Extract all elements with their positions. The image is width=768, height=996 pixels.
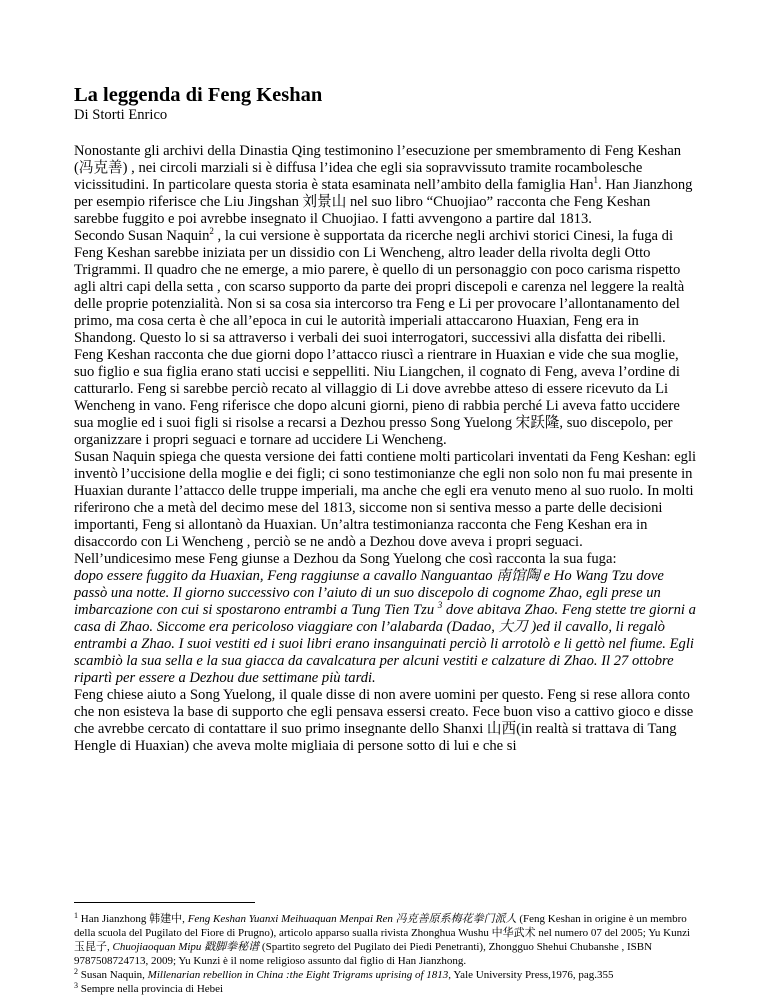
paragraph-text: dove abitava Zhao. Feng stette tre giorni a casa di Zhao. Siccome era pericoloso viaggiare con l’alabarda (Dadao, 大刀 )ed il cavallo, li regalò entrambi a Zhao. I suoi vestiti ed i suoi libri erano insanguinati perciò li arrotolò e li gettò nel fiume. Egli scambiò la sua sella e la sua giacca da cavalcatura per alcuni vestiti e calzature di Zhao. Il 27 ottobre ripartì per essere a Dezhou due settimane più tardi. — [74, 602, 696, 686]
paragraph — [74, 687, 698, 755]
footnote — [74, 968, 702, 982]
footnote-title: Feng Keshan Yuanxi Meihuaquan Menpai Ren 冯克善原系梅花拳门派人 — [187, 913, 517, 925]
footnote — [74, 912, 702, 968]
paragraph — [74, 228, 698, 449]
document-title: La leggenda di Feng Keshan — [74, 84, 323, 106]
footnote-text: Han Jianzhong 韩建中, — [78, 913, 188, 925]
footnote-number: 2 — [74, 967, 78, 976]
document-body — [74, 143, 698, 755]
document-author: Di Storti Enrico — [74, 107, 168, 123]
footnote-reference[interactable]: 1 — [593, 175, 599, 185]
footnote-text: (Spartito segreto del Pugilato dei Piedi Penetranti), Zhongguo Shehui Chubanshe , ISBN 9787508724713, 2009; Yu Kunzi è il nome religioso assunto dal figlio di Han Jianzhong. — [74, 941, 653, 967]
footnote-number: 1 — [74, 911, 78, 920]
paragraph-text: Secondo Susan Naquin — [74, 228, 210, 244]
footnote-number: 3 — [74, 981, 78, 990]
paragraph-text: , la cui versione è supportata da ricerche negli archivi storici Cinesi, la fuga di Feng Keshan sarebbe iniziata per un dissidio con Li Wencheng, altro leader della rivolta degli Otto Trigrammi. Il quadro che ne emerge, a mio parere, è quello di un personaggio con poco carisma rispetto agli altri capi della setta , con scarso supporto da parte dei propri discepoli e carenza nel leggere la realtà delle proprie potenzialità. Non si sa cosa sia intercorso tra Feng e Li per provocare l’allontanamento del primo, ma cosa certa è che all’epoca in cui le autorità imperiali attaccarono Huaxian, Feng era in Shandong. Questo lo si sa attraverso i verbali dei suoi interrogatori, successivi alla disfatta dei ribelli. Feng Keshan racconta che due giorni dopo l’attacco riuscì a rientrare in Huaxian e vide che sua moglie, suo figlio e sua figlia erano stati uccisi e seppelliti. Niu Liangchen, il cognato di Feng, aveva l’ordine di catturarlo. Feng si sarebbe perciò recato al villaggio di Li dove avrebbe atteso di essere ricevuto da Li Wencheng in vano. Feng riferisce che dopo alcuni giorni, pieno di rabbia perché Li aveva fatto uccidere sua moglie ed i suoi figli si risolse a recarsi a Dezhou presso Song Yuelong 宋跃隆, suo discepolo, per organizzare i propri seguaci e tornare ad uccidere Li Wencheng. — [74, 228, 685, 448]
paragraph-text: dopo essere fuggito da Huaxian, Feng raggiunse a cavallo Nanguantao 南馆陶 e Ho Wang Tzu dove passò una notte. Il giorno successivo con l’aiuto di un suo discepolo di cognome Zhao, egli prese un imbarcazione con cui si spostarono entrambi a Tung Tien Tzu — [74, 568, 664, 618]
paragraph — [74, 143, 698, 228]
paragraph-text: Nell’undicesimo mese Feng giunse a Dezhou da Song Yuelong che così racconta la sua fuga: — [74, 551, 617, 567]
footnote-reference[interactable]: 3 — [437, 600, 443, 610]
footnote-title: Chuojiaoquan Mipu 戳脚拳秘谱 — [112, 941, 260, 953]
footnotes — [74, 902, 702, 996]
footnote-reference[interactable]: 2 — [209, 226, 214, 236]
quoted-paragraph — [74, 568, 698, 687]
footnote-text: Sempre nella provincia di Hebei — [78, 983, 224, 995]
paragraph-text: Susan Naquin spiega che questa versione dei fatti contiene molti particolari inventati da Feng Keshan: egli inventò l’uccisione della moglie e dei figli; ci sono testimonianze che egli non solo non fu mai presente in Huaxian durante l’attacco delle truppe imperiali, ma anche che egli era venuto meno al suo ruolo. In molti riferirono che a metà del decimo mese del 1813, siccome non si sentiva messo a parte delle decisioni importanti, Feng si allontanò da Huaxian. Un’altra testimonianza racconta che Feng Keshan era in disaccordo con Li Wencheng , perciò se ne andò a Dezhou dove aveva i propri seguaci. — [74, 449, 697, 550]
paragraph — [74, 551, 698, 568]
footnote-text: (Feng Keshan in origine è un membro della scuola del Pugilato del Fiore di Prugno), articolo apparso sualla rivista Zhonghua Wushu 中华武术 nel numero 07 del 2005; Yu Kunzi 玉昆子, — [74, 913, 691, 953]
footnote-divider — [74, 902, 255, 903]
footnote-text: Susan Naquin, — [78, 969, 148, 981]
footnote-list — [74, 912, 702, 996]
paragraph — [74, 449, 698, 551]
paragraph-text: Feng chiese aiuto a Song Yuelong, il quale disse di non avere uomini per questo. Feng si rese allora conto che non esisteva la base di supporto che egli pensava essersi creato. Fece buon viso a cattivo gioco e disse che avrebbe cercato di contattare il suo primo insegnante dello Shanxi 山西(in realtà si trattava di Tang Hengle di Huaxian) che aveva molte migliaia di persone sotto di lui e che si — [74, 687, 694, 754]
paragraph-text: Nonostante gli archivi della Dinastia Qing testimonino l’esecuzione per smembramento di Feng Keshan (冯克善) , nei circoli marziali si è diffusa l’idea che egli sia sopravvissuto tramite rocambolesche vicissitudini. In particolare questa storia è stata esaminata nell’ambito della famiglia Han — [74, 143, 682, 193]
footnote-text: , Yale University Press,1976, pag.355 — [448, 969, 614, 981]
footnote-title: Millenarian rebellion in China :the Eight Trigrams uprising of 1813 — [147, 969, 449, 981]
paragraph-text: . Han Jianzhong per esempio riferisce che Liu Jingshan 刘景山 nel suo libro “Chuojiao” racconta che Feng Keshan sarebbe fuggito e poi avrebbe insegnato il Chuojiao. I fatti avvengono a partire dal 1813. — [74, 177, 693, 227]
